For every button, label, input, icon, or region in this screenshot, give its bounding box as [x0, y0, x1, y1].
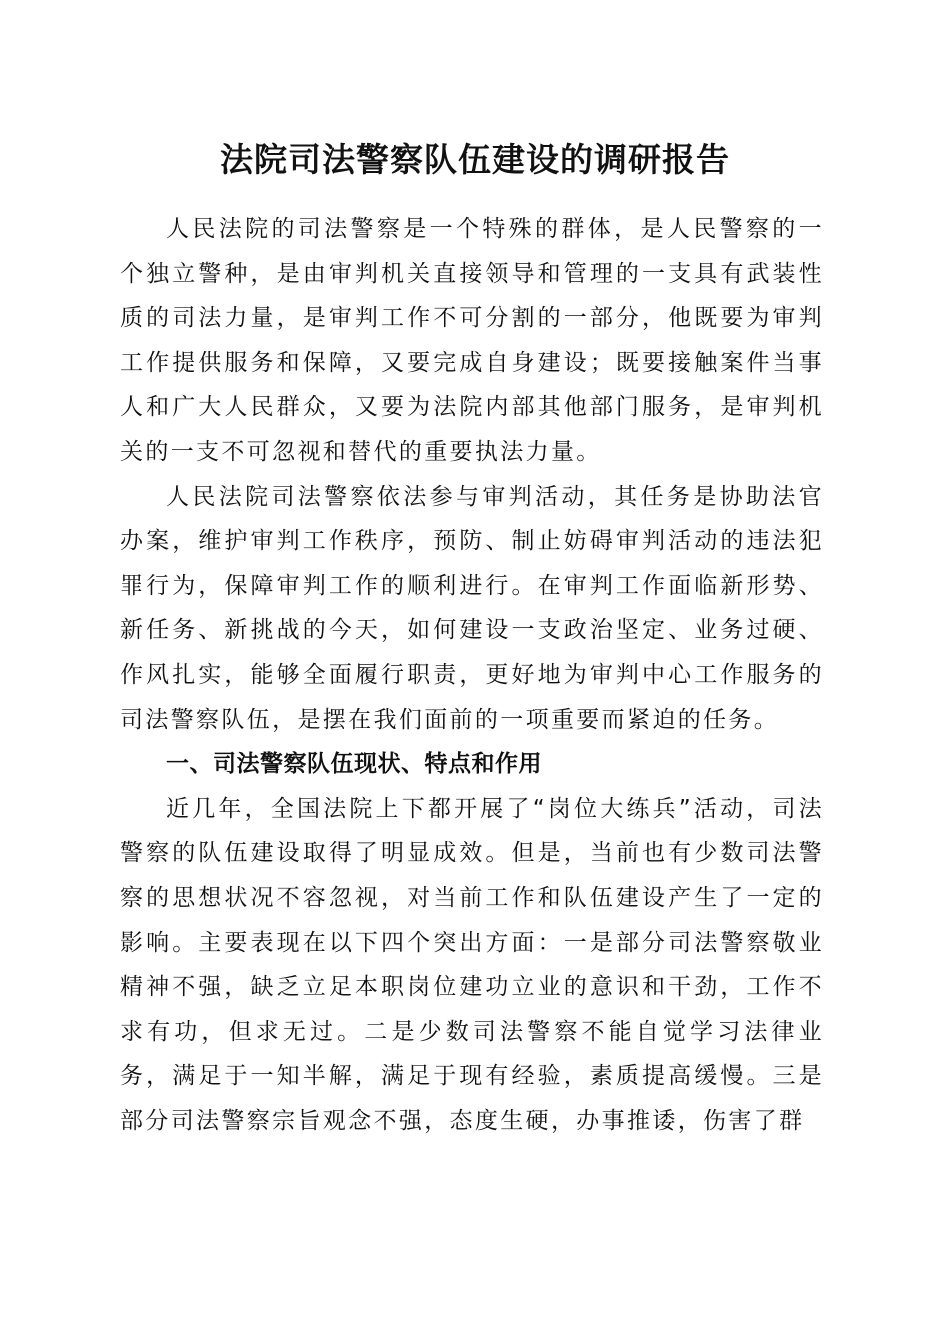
- document-title: 法院司法警察队伍建设的调研报告: [220, 140, 730, 179]
- section-heading: 一、司法警察队伍现状、特点和作用: [166, 751, 542, 778]
- intro-paragraph-2: 人民法院司法警察依法参与审判活动，其任务是协助法官办案，维护审判工作秩序，预防、制止妨碍审判活动的违法犯罪行为，保障审判工作的顺利进行。在审判工作面临新形势、新任务、新挑战的今天，如何建设一支政治坚定、业务过硬、作风扎实，能够全面履行职责，更好地为审判中心工作服务的司法警察队伍，是摆在我们面前的一项重要而紧迫的任务。: [120, 483, 824, 733]
- section-paragraph: 近几年，全国法院上下都开展了“岗位大练兵”活动，司法警察的队伍建设取得了明显成效。但是，当前也有少数司法警察的思想状况不容忽视，对当前工作和队伍建设产生了一定的影响。主要表现在以下四个突出方面：一是部分司法警察敬业精神不强，缺乏立足本职岗位建功立业的意识和干劲，工作不求有功，但求无过。二是少数司法警察不能自觉学习法律业务，满足于一知半解，满足于现有经验，素质提高缓慢。三是部分司法警察宗旨观念不强，态度生硬，办事推诿，伤害了群: [120, 795, 824, 1134]
- intro-paragraph-1: 人民法院的司法警察是一个特殊的群体，是人民警察的一个独立警种，是由审判机关直接领导和管理的一支具有武装性质的司法力量，是审判工作不可分割的一部分，他既要为审判工作提供服务和保障，又要完成自身建设；既要接触案件当事人和广大人民群众，又要为法院内部其他部门服务，是审判机关的一支不可忽视和替代的重要执法力量。: [120, 216, 824, 465]
- document-body: [120, 207, 824, 1143]
